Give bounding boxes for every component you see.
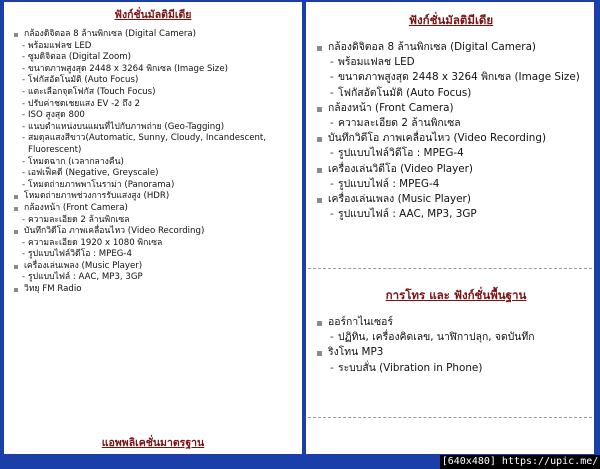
spec-subitem: - รูปแบบไฟล์ : MPEG-4 bbox=[314, 177, 588, 192]
spec-item: เครื่องเล่นวิดีโอ (Video Player) bbox=[314, 162, 588, 177]
spec-subitem: - แนบตำแหน่งบนแผนที่ไปกับภาพถ่าย (Geo-Tagging) bbox=[12, 122, 294, 134]
spec-item: กล้องดิจิตอล 8 ล้านพิกเซล (Digital Camera) bbox=[314, 40, 588, 55]
spec-subitem: - ขนาดภาพสูงสุด 2448 x 3264 พิกเซล (Image Size) bbox=[12, 64, 294, 76]
spec-subitem: - ปฏิทิน, เครื่องคิดเลข, นาฬิกาปลุก, จดบันทึก bbox=[314, 330, 598, 345]
right-section-title: ฟังก์ชั่นมัลติมีเดีย bbox=[408, 13, 494, 27]
comparison-frame bbox=[4, 2, 594, 454]
right-spec-column bbox=[308, 2, 592, 222]
right-calling-section bbox=[308, 268, 592, 376]
spec-subitem: - โหมดถ่ายภาพพาโนราม่า (Panorama) bbox=[12, 180, 294, 192]
spec-item: บันทึกวิดีโอ ภาพเคลื่อนไหว (Video Recording) bbox=[12, 226, 294, 238]
spec-item: ออร์กาไนเซอร์ bbox=[314, 315, 598, 330]
spec-item: เครื่องเล่นเพลง (Music Player) bbox=[314, 192, 588, 207]
spec-subitem: - รูปแบบไฟล์วิดีโอ : MPEG-4 bbox=[12, 249, 294, 261]
calling-section-title: การโทร และ ฟังก์ชั่นพื้นฐาน bbox=[385, 288, 527, 302]
spec-item: วิทยุ FM Radio bbox=[12, 284, 294, 296]
spec-subitem: - รูปแบบไฟล์ : AAC, MP3, 3GP bbox=[314, 207, 588, 222]
spec-item: กล้องดิจิตอล 8 ล้านพิกเซล (Digital Camera) bbox=[12, 29, 294, 41]
right-empty-section bbox=[308, 417, 592, 455]
spec-item: บันทึกวิดีโอ ภาพเคลื่อนไหว (Video Recording) bbox=[314, 131, 588, 146]
spec-subitem: - รูปแบบไฟล์วิดีโอ : MPEG-4 bbox=[314, 146, 588, 161]
spec-subitem: - พร้อมแฟลช LED bbox=[314, 55, 588, 70]
spec-subitem: - ปรับค่าชดเชยแสง EV -2 ถึง 2 bbox=[12, 99, 294, 111]
left-section-title: ฟังก์ชั่นมัลติมีเดีย bbox=[114, 9, 192, 21]
spec-subitem: - โฟกัสอัตโนมัติ (Auto Focus) bbox=[12, 75, 294, 87]
spec-subitem: - ISO สูงสุด 800 bbox=[12, 110, 294, 122]
spec-subitem: - ระบบสั่น (Vibration in Phone) bbox=[314, 361, 598, 376]
spec-subitem: - ซูมดิจิตอล (Digital Zoom) bbox=[12, 52, 294, 64]
spec-item: โหมดถ่ายภาพช่วงการรับแสงสูง (HDR) bbox=[12, 191, 294, 203]
spec-item: กล้องหน้า (Front Camera) bbox=[314, 101, 588, 116]
right-spec-list bbox=[314, 40, 588, 222]
spec-subitem: - ความละเอียด 2 ล้านพิกเซล bbox=[12, 215, 294, 227]
spec-subitem: - สมดุลแสงสีขาว(Automatic, Sunny, Cloudy, Incandescent, Fluorescent) bbox=[12, 133, 294, 156]
spec-subitem: - โฟกัสอัตโนมัติ (Auto Focus) bbox=[314, 86, 588, 101]
spec-subitem: - ความละเอียด 2 ล้านพิกเซล bbox=[314, 116, 588, 131]
spec-subitem: - พร้อมแฟลช LED bbox=[12, 41, 294, 53]
standard-apps-title: แอพพลิเคชั่นมาตรฐาน bbox=[101, 437, 205, 449]
spec-subitem: - ขนาดภาพสูงสุด 2448 x 3264 พิกเซล (Image Size) bbox=[314, 70, 588, 85]
watermark-badge: [640x480] https://upic.me/ bbox=[441, 456, 599, 467]
left-spec-list bbox=[12, 29, 294, 296]
left-spec-column bbox=[6, 2, 300, 296]
spec-subitem: - เอฟเฟ็คดี (Negative, Greyscale) bbox=[12, 168, 294, 180]
column-divider bbox=[302, 2, 306, 454]
spec-item: กล้องหน้า (Front Camera) bbox=[12, 203, 294, 215]
spec-subitem: - รูปแบบไฟล์ : AAC, MP3, 3GP bbox=[12, 272, 294, 284]
calling-spec-list bbox=[314, 315, 598, 376]
spec-subitem: - แตะเลือกจุดโฟกัส (Touch Focus) bbox=[12, 87, 294, 99]
spec-subitem: - ความละเอียด 1920 x 1080 พิกเซล bbox=[12, 238, 294, 250]
spec-item: ริงโทน MP3 bbox=[314, 345, 598, 360]
spec-subitem: - โหมดฉาก (เวลากลางคืน) bbox=[12, 157, 294, 169]
spec-item: เครื่องเล่นเพลง (Music Player) bbox=[12, 261, 294, 273]
